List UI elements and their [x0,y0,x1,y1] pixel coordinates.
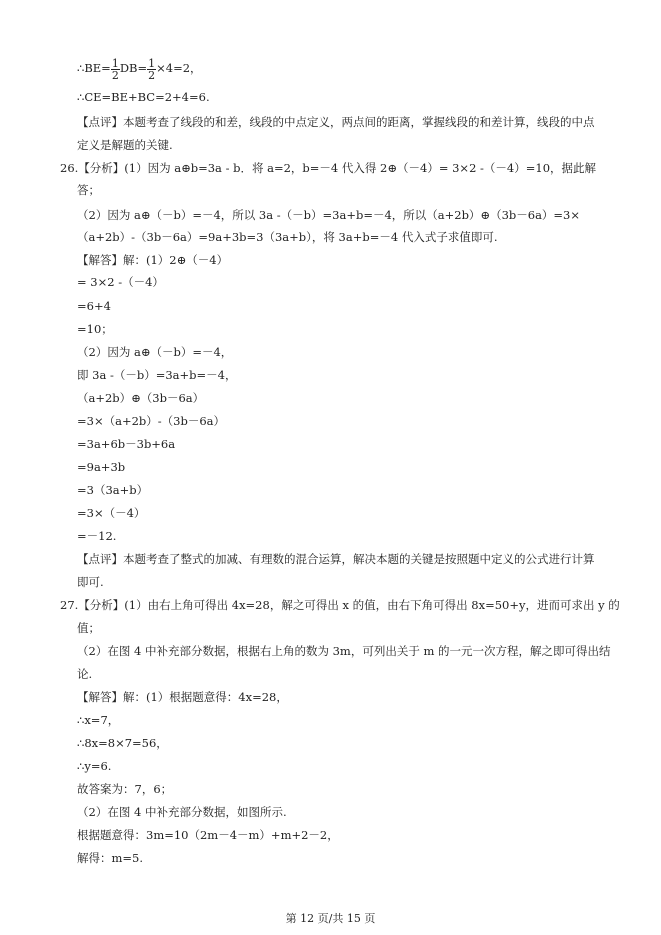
text-line: （2）因为 a⊕（－b）=－4， [77,345,233,359]
text-line: ∴x=7， [77,713,120,727]
text-line: =－12. [77,529,117,543]
formula-line [77,56,202,81]
text-line: =9a+3b [77,460,126,474]
text-line: 定义是解题的关键. [77,138,173,152]
text-line: =10； [77,322,113,336]
text-line: =3×（a+2b）-（3b－6a） [77,414,225,428]
text-line: ∴CE=BE+BC=2+4=6. [77,90,210,104]
formula-prefix: ∴BE= [77,61,111,75]
text-line: 论. [77,667,93,681]
text-line: （2）在图 4 中补充部分数据，根据右上角的数为 3m，可列出关于 m 的一元一次方程，解之即可得出结 [77,644,611,658]
text-line: （a+2b）⊕（3b－6a） [77,391,205,405]
text-line: （2）在图 4 中补充部分数据，如图所示. [77,805,287,819]
text-line: 解得：m=5. [77,851,144,865]
text-line: ∴y=6. [77,759,112,773]
text-line: 【点评】本题考查了线段的和差，线段的中点定义，两点间的距离，掌握线段的和差计算，线段的中点 [77,115,595,129]
text-line: =3×（－4） [77,506,146,520]
text-line: = 3×2 -（－4） [77,275,164,289]
text-line: 即 3a -（－b）=3a+b=－4， [77,368,237,382]
text-line: 【解答】解：(1）2⊕（－4） [77,253,229,267]
text-line: =6+4 [77,299,111,313]
fraction-one-half-2: $\frac{1}{2}$ [148,56,156,82]
text-line: 【解答】解：(1）根据题意得：4x=28， [77,690,288,704]
text-line: 根据题意得：3m=10（2m－4－m）+m+2－2， [77,828,339,842]
text-line: （a+2b）-（3b－6a）=9a+3b=3（3a+b），将 3a+b=－4 代入式子求值即可. [77,230,498,244]
text-line: ∴8x=8×7=56， [77,736,168,750]
text-line: 【点评】本题考查了整式的加减、有理数的混合运算，解决本题的关键是按照题中定义的公式进行计算 [77,552,595,566]
text-line: =3（3a+b） [77,483,149,497]
text-line: 即可. [77,575,104,589]
formula-middle: DB= [119,61,148,75]
text-line: （2）因为 a⊕（－b）=－4，所以 3a -（－b）=3a+b=－4，所以（a+2b）⊕（3b－6a）=3× [77,208,581,222]
text-line: 26.【分析】(1）因为 a⊕b=3a - b．将 a=2，b=－4 代入得 2⊕（－4）= 3×2 -（－4）=10，据此解 [60,161,597,175]
text-line: 故答案为：7，6； [77,782,173,796]
text-line: 27.【分析】(1）由右上角可得出 4x=28，解之可得出 x 的值，由右下角可得出 8x=50+y，进而可求出 y 的 [60,598,620,612]
page-footer: 第 12 页/共 15 页 [285,912,376,925]
text-line: 值； [77,621,100,635]
text-line: =3a+6b－3b+6a [77,437,176,451]
formula-suffix: ×4=2， [156,61,202,75]
fraction-one-half: $\frac{1}{2}$ [111,56,119,82]
text-line: 答； [77,183,100,197]
